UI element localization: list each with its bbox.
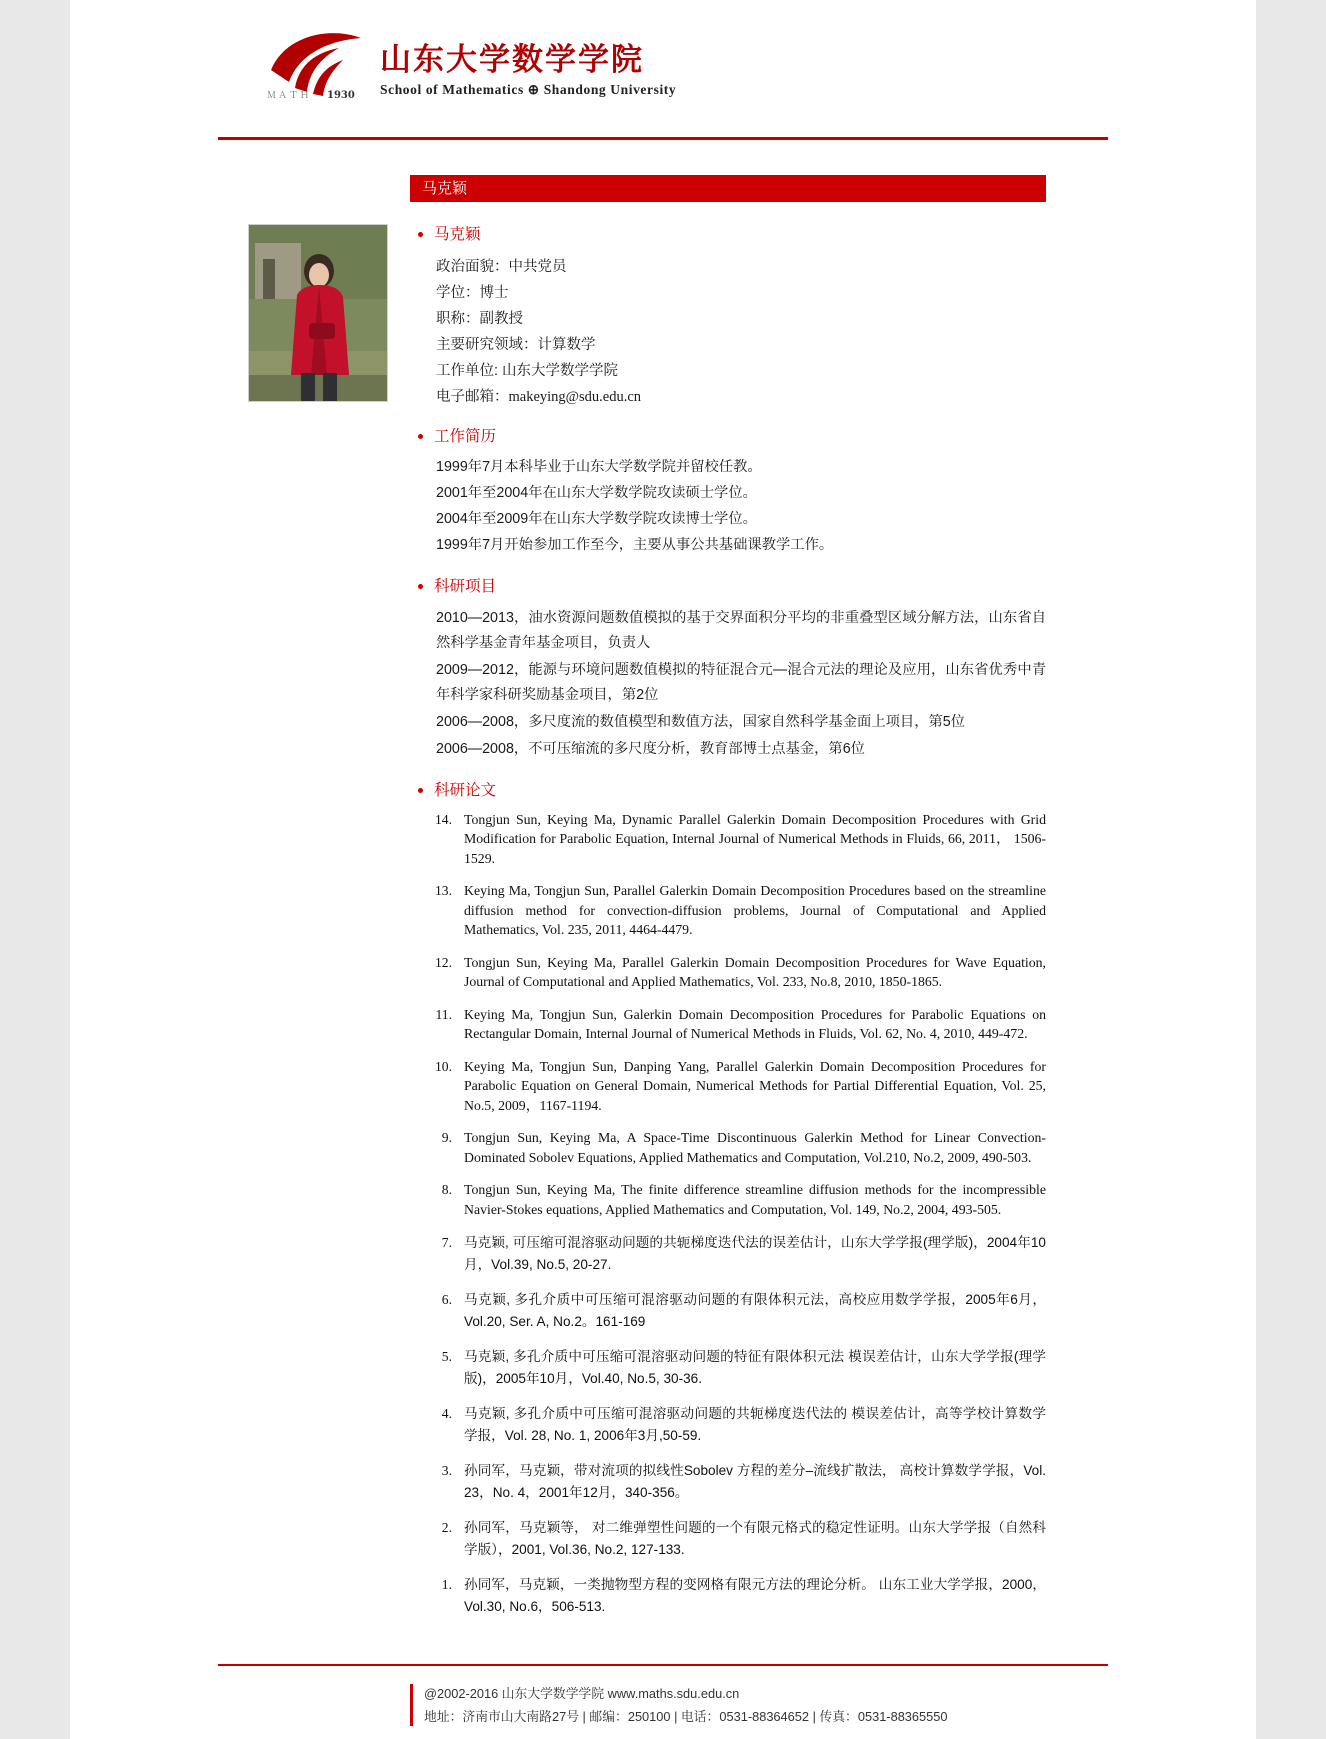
svg-text:1930: 1930 (327, 90, 355, 100)
experience-item: 2004年至2009年在山东大学数学院攻读博士学位。 (436, 511, 757, 528)
footer-divider (218, 1664, 1108, 1666)
sdu-math-emblem-icon (265, 30, 370, 100)
section-heading-experience: 工作简历 (418, 426, 1046, 448)
experience-item: 1999年7月本科毕业于山东大学数学院并留校任教。 (436, 459, 762, 476)
paper-number: 8. (441, 1182, 452, 1198)
avatar (248, 224, 388, 402)
profile-field: 政治面貌：中共党员 (436, 258, 567, 275)
project-item: 2009—2012，能源与环境问题数值模拟的特征混合元—混合元法的理论及应用，山东省优秀中青年科学家科研奖励基金项目，第2位 (436, 662, 1046, 704)
section-heading-papers: 科研论文 (418, 780, 1046, 802)
paper-number: 3. (441, 1463, 452, 1479)
paper-text: Tongjun Sun, Keying Ma, Parallel Galerkin Domain Decomposition Procedures for Wave Equation, Journal of Computational and Applied Mathematics, Vol. 233, No.8, 2010, 1850-1865. (464, 954, 1046, 990)
footer-contact: 地址：济南市山大南路27号 | 邮编：250100 | 电话：0531-88364652 | 传真：0531-88365550 (424, 1709, 948, 1725)
papers-list (418, 810, 1046, 1619)
list-item (418, 1517, 1046, 1561)
paper-text: 马克颖, 多孔介质中可压缩可混溶驱动问题的有限体积元法，高校应用数学学报，2005年6月，Vol.20, Ser. A, No.2。161-169 (464, 1292, 1046, 1330)
experience-item: 2001年至2004年在山东大学数学院攻读硕士学位。 (436, 485, 757, 502)
site-footer (410, 1682, 1256, 1728)
profile-field: 主要研究领域：计算数学 (436, 336, 596, 353)
paper-number: 13. (435, 883, 452, 899)
list-item (418, 953, 1046, 992)
list-item (418, 1403, 1046, 1447)
profile-name-heading: 马克颖 (418, 224, 1046, 246)
paper-text: Keying Ma, Tongjun Sun, Danping Yang, Parallel Galerkin Domain Decomposition Procedures for Parabolic Equation on General Domain, Numerical Methods for Partial Differential Equation, Vol. 25, No.5, 2009，1167-1194. (464, 1058, 1046, 1113)
paper-text: Tongjun Sun, Keying Ma, A Space-Time Discontinuous Galerkin Method for Linear Convection-Dominated Sobolev Equations, Applied Mathematics and Computation, Vol.210, No.2, 2009, 490-503. (464, 1130, 1046, 1165)
list-item (418, 810, 1046, 869)
list-item (418, 1574, 1046, 1618)
logo-title-en: School of Mathematics ⊕ Shandong University (380, 82, 677, 97)
main-content (218, 224, 1046, 1618)
paper-text: 孙同军，马克颖，带对流项的拟线性Sobolev 方程的差分–流线扩散法， 高校计算数学学报，Vol. 23，No. 4，2001年12月，340-356。 (464, 1463, 1046, 1501)
list-item (418, 1128, 1046, 1167)
paper-number: 9. (441, 1130, 452, 1146)
list-item (418, 881, 1046, 940)
project-item: 2006—2008，多尺度流的数值模型和数值方法，国家自然科学基金面上项目，第5位 (436, 714, 966, 731)
list-item (418, 1289, 1046, 1333)
email-label: 电子邮箱： (436, 388, 509, 405)
site-header (70, 0, 1256, 125)
profile-field: 职称：副教授 (436, 310, 523, 327)
list-item (418, 1057, 1046, 1116)
section-heading-projects: 科研项目 (418, 576, 1046, 598)
profile-field: 工作单位: 山东大学数学学院 (436, 362, 619, 379)
logo-title-cn: 山东大学数学学院 (380, 41, 644, 78)
list-item (418, 1180, 1046, 1219)
list-item (418, 1346, 1046, 1390)
paper-text: 马克颖, 可压缩可混溶驱动问题的共轭梯度迭代法的误差估计，山东大学学报(理学版)，2004年10月，Vol.39, No.5, 20-27. (464, 1235, 1046, 1273)
paper-text: Keying Ma, Tongjun Sun, Galerkin Domain Decomposition Procedures for Parabolic Equations on Rectangular Domain, Internal Journal of Numerical Methods in Fluids, Vol. 62, No. 4, 2010, 449-472. (464, 1006, 1046, 1042)
paper-number: 6. (441, 1292, 452, 1308)
email-value[interactable]: makeying@sdu.edu.cn (508, 388, 642, 405)
paper-text: Tongjun Sun, Keying Ma, The finite difference streamline diffusion methods for the incompressible Navier-Stokes equations, Applied Mathematics and Computation, Vol. 149, No.2, 2004, 493-505. (464, 1182, 1046, 1217)
paper-number: 4. (441, 1406, 452, 1422)
projects-list (436, 606, 1046, 762)
list-item (418, 1005, 1046, 1044)
paper-number: 14. (435, 811, 452, 827)
paper-text: Keying Ma, Tongjun Sun, Parallel Galerkin Domain Decomposition Procedures based on the streamline diffusion method for convection-diffusion problems, Journal of Computational and Applied Mathematics, Vol. 235, 2011, 4464-4479. (464, 883, 1046, 938)
header-divider (218, 137, 1108, 140)
paper-number: 1. (441, 1577, 452, 1593)
page-title: 马克颖 (410, 175, 1046, 202)
paper-number: 5. (441, 1349, 452, 1365)
paper-number: 12. (435, 954, 452, 970)
paper-text: 孙同军，马克颖，一类抛物型方程的变网格有限元方法的理论分析。 山东工业大学学报，2000，Vol.30, No.6，506-513. (464, 1577, 1046, 1615)
paper-number: 11. (435, 1006, 452, 1022)
paper-text: 马克颖, 多孔介质中可压缩可混溶驱动问题的共轭梯度迭代法的 模误差估计，高等学校计算数学学报，Vol. 28, No. 1, 2006年3月,50-59. (464, 1406, 1046, 1444)
profile-field: 学位：博士 (436, 284, 509, 301)
paper-text: Tongjun Sun, Keying Ma, Dynamic Parallel Galerkin Domain Decomposition Procedures with Grid Modification for Parabolic Equation, Internal Journal of Numerical Methods in Fluids, 66, 2011， 1506-1529. (464, 811, 1046, 866)
paper-number: 10. (435, 1058, 452, 1074)
svg-text:ＭＡＴＨ: ＭＡＴＨ (267, 91, 312, 100)
page-container (70, 0, 1256, 1739)
paper-number: 2. (441, 1520, 452, 1536)
paper-number: 7. (441, 1235, 452, 1251)
experience-list (436, 455, 1046, 558)
list-item (418, 1232, 1046, 1276)
paper-text: 孙同军，马克颖等， 对二维弹塑性问题的一个有限元格式的稳定性证明。山东大学学报（自然科学版），2001, Vol.36, No.2, 127-133. (464, 1520, 1046, 1558)
list-item (418, 1460, 1046, 1504)
paper-text: 马克颖, 多孔介质中可压缩可混溶驱动问题的特征有限体积元法 模误差估计，山东大学学报(理学版)，2005年10月，Vol.40, No.5, 30-36. (464, 1349, 1046, 1387)
profile-email-row (436, 384, 1046, 410)
footer-copyright: @2002-2016 山东大学数学学院 www.maths.sdu.edu.cn (424, 1686, 740, 1702)
project-item: 2010—2013，油水资源问题数值模拟的基于交界面积分平均的非重叠型区域分解方法，山东省自然科学基金青年基金项目，负责人 (436, 610, 1046, 652)
experience-item: 1999年7月开始参加工作至今，主要从事公共基础课教学工作。 (436, 537, 834, 554)
profile-info (436, 254, 1046, 410)
site-logo[interactable] (265, 30, 676, 100)
profile-column (418, 224, 1046, 762)
project-item: 2006—2008，不可压缩流的多尺度分析，教育部博士点基金，第6位 (436, 741, 865, 758)
